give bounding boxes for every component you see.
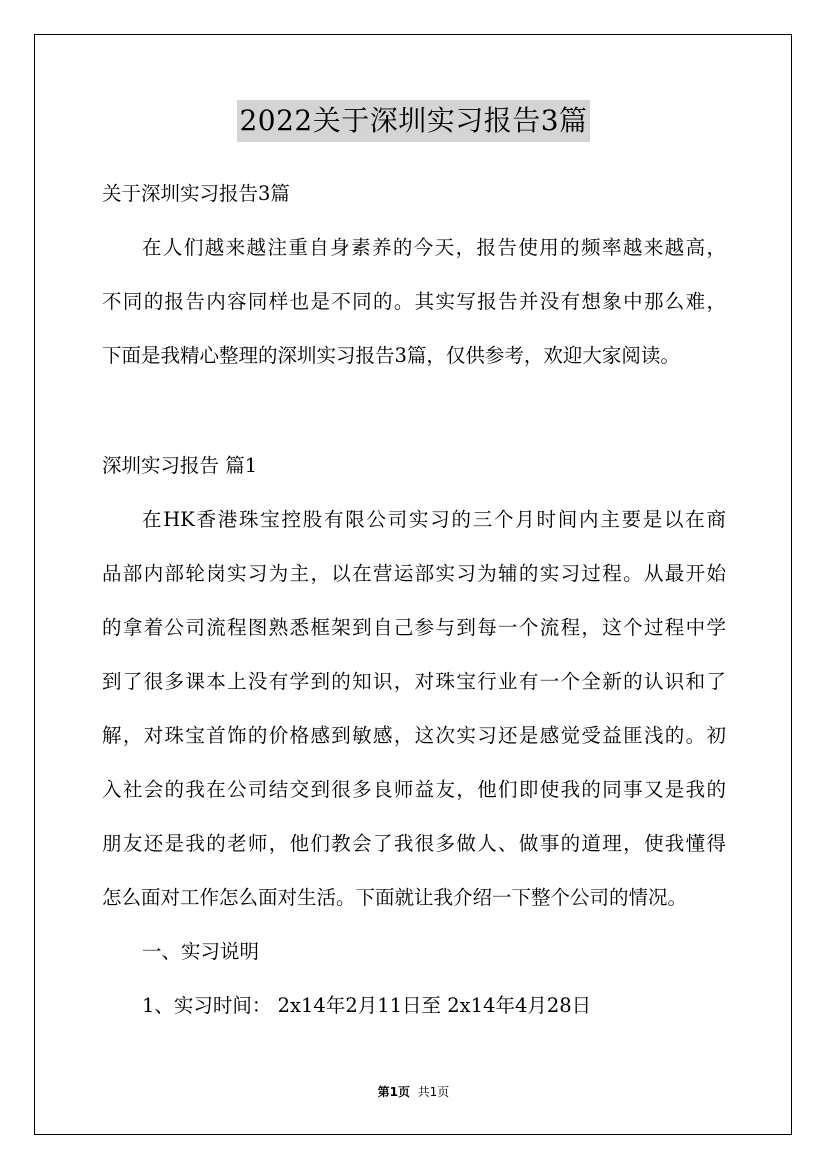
- intro-line-2: 不同的报告内容同样也是不同的。其实写报告并没有想象中那么难，: [102, 290, 726, 313]
- paragraph-line-8: 怎么面对工作怎么面对生活。下面就让我介绍一下整个公司的情况。: [102, 886, 688, 909]
- intro-line-1: 在人们越来越注重自身素养的今天，报告使用的频率越来越高，: [142, 236, 726, 259]
- page-number-current: 第1页: [377, 1085, 411, 1099]
- paragraph-line-6: 入社会的我在公司结交到很多良师益友，他们即使我的同事又是我的: [102, 778, 726, 801]
- title-container: [0, 100, 827, 142]
- paragraph-line-7: 朋友还是我的老师，他们教会了我很多做人、做事的道理，使我懂得: [102, 832, 726, 855]
- paragraph-line-4: 到了很多课本上没有学到的知识，对珠宝行业有一个全新的认识和了: [102, 670, 726, 693]
- paragraph-line-5: 解，对珠宝首饰的价格感到敏感，这次实习还是感觉受益匪浅的。初: [102, 724, 726, 747]
- subheading-internship-description: 一、实习说明: [142, 940, 260, 963]
- document-title: 2022关于深圳实习报告3篇: [237, 100, 589, 142]
- paragraph-line-1: 在HK香港珠宝控股有限公司实习的三个月时间内主要是以在商: [142, 508, 726, 531]
- paragraph-line-3: 的拿着公司流程图熟悉框架到自己参与到每一个流程，这个过程中学: [102, 616, 726, 639]
- paragraph-line-2: 品部内部轮岗实习为主，以在营运部实习为辅的实习过程。从最开始: [102, 562, 726, 585]
- internship-time-item: 1、实习时间： 2x14年2月11日至 2x14年4月28日: [142, 994, 592, 1017]
- page-number-total: 共1页: [417, 1085, 450, 1099]
- section-heading: 深圳实习报告 篇1: [102, 454, 258, 477]
- page-footer: [0, 1084, 827, 1100]
- document-subtitle: 关于深圳实习报告3篇: [102, 182, 290, 205]
- intro-line-3: 下面是我精心整理的深圳实习报告3篇，仅供参考，欢迎大家阅读。: [102, 344, 680, 367]
